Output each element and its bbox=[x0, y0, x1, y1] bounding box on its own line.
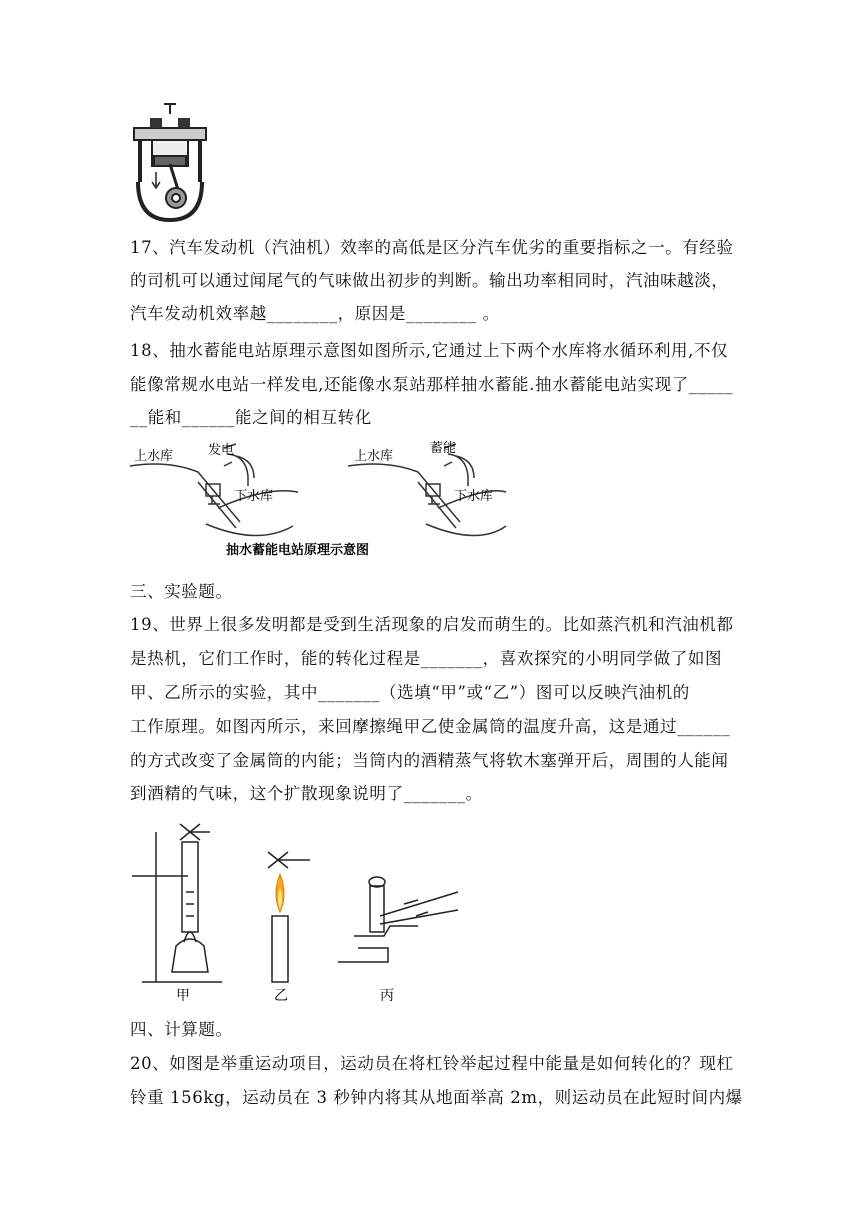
label-yi: 乙 bbox=[274, 988, 288, 1004]
q19-line-6: 到酒精的气味，这个扩散现象说明了_______。 bbox=[130, 784, 483, 803]
q19-line-1: 19、世界上很多发明都是受到生活现象的启发而萌生的。比如蒸汽机和汽油机都 bbox=[130, 615, 734, 634]
q17-line-1: 17、汽车发动机（汽油机）效率的高低是区分汽车优劣的重要指标之一。有经验 bbox=[130, 238, 734, 257]
q19-line-3: 甲、乙所示的实验，其中_______（选填“甲”或“乙”）图可以反映汽油机的 bbox=[130, 683, 690, 702]
engine-figure bbox=[130, 100, 210, 224]
label-jia: 甲 bbox=[176, 988, 190, 1004]
right-lower-reservoir-label: 下水库 bbox=[454, 489, 494, 504]
q18-line-3: __能和______能之间的相互转化 bbox=[130, 408, 372, 427]
section-4-heading: 四、计算题。 bbox=[130, 1020, 233, 1039]
left-lower-reservoir-label: 下水库 bbox=[234, 489, 274, 504]
experiment-figure bbox=[128, 812, 468, 1008]
q18-line-2: 能像常规水电站一样发电,还能像水泵站那样抽水蓄能.抽水蓄能电站实现了_____ bbox=[130, 375, 734, 394]
left-upper-reservoir-label: 上水库 bbox=[134, 449, 174, 464]
figure-caption: 抽水蓄能电站原理示意图 bbox=[226, 543, 370, 558]
q19-line-5: 的方式改变了金属筒的内能；当筒内的酒精蒸气将软木塞弹开后，周围的人能闻 bbox=[130, 751, 729, 770]
q17-line-2: 的司机可以通过闻尾气的气味做出初步的判断。输出功率相同时，汽油味越淡， bbox=[130, 271, 729, 290]
q20-line-2: 铃重 156kg，运动员在 3 秒钟内将其从地面举高 2m，则运动员在此短时间内爆 bbox=[130, 1088, 743, 1107]
pumped-storage-figure bbox=[128, 436, 508, 562]
q17-line-3: 汽车发动机效率越________，原因是________ 。 bbox=[130, 304, 500, 323]
right-action-label: 蓄能 bbox=[430, 441, 457, 456]
section-3-heading: 三、实验题。 bbox=[130, 582, 233, 601]
q20-line-1: 20、如图是举重运动项目，运动员在将杠铃举起过程中能量是如何转化的？现杠 bbox=[130, 1054, 734, 1073]
q19-line-4: 工作原理。如图丙所示，来回摩擦绳甲乙使金属筒的温度升高，这是通过______ bbox=[130, 717, 731, 736]
label-bing: 丙 bbox=[380, 988, 394, 1004]
left-action-label: 发电 bbox=[208, 443, 235, 458]
q18-line-1: 18、抽水蓄能电站原理示意图如图所示,它通过上下两个水库将水循环利用,不仅 bbox=[130, 341, 729, 360]
q19-line-2: 是热机，它们工作时，能的转化过程是_______，喜欢探究的小明同学做了如图 bbox=[130, 649, 723, 668]
right-upper-reservoir-label: 上水库 bbox=[354, 449, 394, 464]
